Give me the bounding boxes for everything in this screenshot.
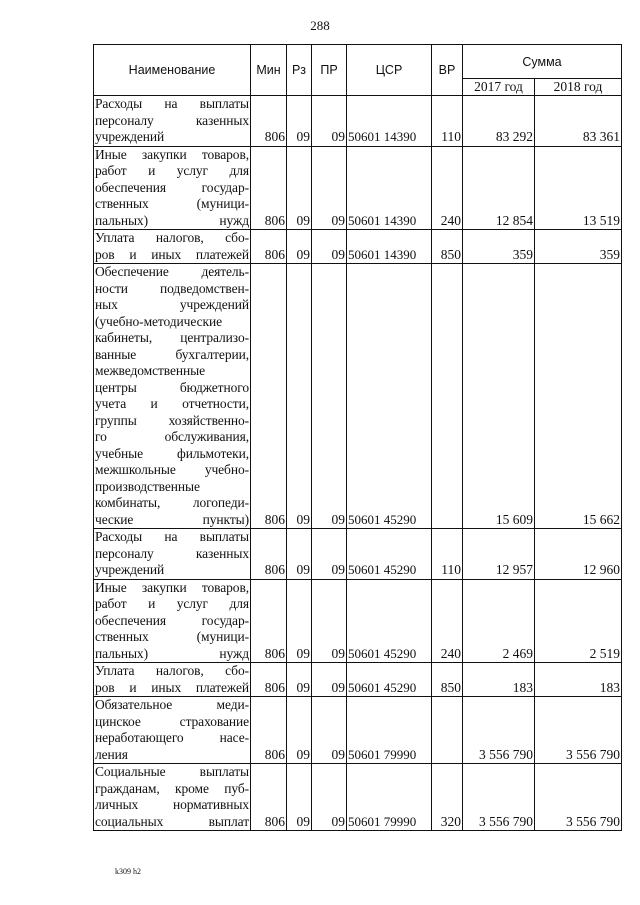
header-pr: ПР (312, 45, 347, 96)
cell-s2017: 359 (463, 230, 535, 264)
cell-pr: 09 (312, 697, 347, 764)
name-line: ров и иных платежей (95, 679, 249, 695)
cell-pr: 09 (312, 663, 347, 697)
cell-s2018: 15 662 (535, 264, 622, 529)
cell-min: 806 (251, 697, 287, 764)
name-line: ственных (муници- (95, 629, 249, 644)
name-line: неработающего насе- (95, 730, 249, 745)
cell-pr: 09 (312, 264, 347, 529)
cell-csr: 50601 14390 (347, 96, 432, 147)
cell-s2018: 12 960 (535, 529, 622, 580)
cell-name (94, 230, 251, 264)
name-line: Уплата налогов, сбо- (95, 230, 249, 245)
table-row (94, 230, 622, 264)
cell-rz: 09 (287, 697, 312, 764)
cell-vr: 110 (432, 529, 463, 580)
name-line: центры бюджетного (95, 379, 249, 395)
cell-name (94, 264, 251, 529)
cell-rz: 09 (287, 146, 312, 230)
cell-pr: 09 (312, 146, 347, 230)
name-line: ных учреждений (95, 297, 249, 312)
cell-name (94, 146, 251, 230)
budget-table (93, 44, 622, 831)
table-row (94, 697, 622, 764)
name-line: Иные закупки товаров, (95, 146, 249, 162)
cell-rz: 09 (287, 579, 312, 663)
table-row (94, 264, 622, 529)
cell-vr: 240 (432, 146, 463, 230)
cell-s2017: 2 469 (463, 579, 535, 663)
name-line: Социальные выплаты (95, 764, 249, 779)
name-line: пальных) нужд (95, 212, 249, 228)
cell-name (94, 764, 251, 831)
cell-name (94, 529, 251, 580)
cell-name (94, 697, 251, 764)
name-line: го обслуживания, (95, 429, 249, 444)
cell-vr (432, 697, 463, 764)
name-line: пальных) нужд (95, 645, 249, 661)
table-row (94, 96, 622, 147)
cell-min: 806 (251, 663, 287, 697)
name-line: Обеспечение деятель- (95, 264, 249, 279)
name-line: ческие пункты) (95, 511, 249, 527)
cell-name (94, 663, 251, 697)
cell-pr: 09 (312, 96, 347, 147)
cell-pr: 09 (312, 764, 347, 831)
cell-vr: 240 (432, 579, 463, 663)
header-min: Мин (251, 45, 287, 96)
cell-vr: 850 (432, 230, 463, 264)
cell-min: 806 (251, 96, 287, 147)
table-row (94, 579, 622, 663)
cell-min: 806 (251, 529, 287, 580)
cell-pr: 09 (312, 579, 347, 663)
cell-s2018: 2 519 (535, 579, 622, 663)
name-line: работ и услуг для (95, 596, 249, 611)
cell-pr: 09 (312, 529, 347, 580)
page-number: 288 (310, 18, 330, 33)
cell-csr: 50601 14390 (347, 230, 432, 264)
name-line: ления (95, 746, 128, 762)
cell-vr (432, 264, 463, 529)
name-line: межшкольные учебно- (95, 462, 249, 477)
table-row (94, 529, 622, 580)
name-line: комбинаты, логопеди- (95, 495, 249, 510)
name-line: Обязательное меди- (95, 697, 249, 712)
cell-vr: 850 (432, 663, 463, 697)
cell-rz: 09 (287, 663, 312, 697)
name-line: Иные закупки товаров, (95, 579, 249, 595)
name-line: обеспечения государ- (95, 179, 249, 195)
cell-csr: 50601 79990 (347, 764, 432, 831)
name-line: Расходы на выплаты (95, 529, 249, 544)
table-row (94, 663, 622, 697)
cell-rz: 09 (287, 529, 312, 580)
cell-min: 806 (251, 764, 287, 831)
cell-min: 806 (251, 230, 287, 264)
header-year-2018: 2018 год (535, 79, 622, 96)
cell-s2017: 12 957 (463, 529, 535, 580)
name-line: Уплата налогов, сбо- (95, 663, 249, 678)
cell-min: 806 (251, 264, 287, 529)
table-row (94, 146, 622, 230)
header-vr: ВР (432, 45, 463, 96)
cell-s2018: 3 556 790 (535, 697, 622, 764)
cell-s2018: 3 556 790 (535, 764, 622, 831)
cell-vr: 320 (432, 764, 463, 831)
cell-rz: 09 (287, 764, 312, 831)
name-line: персоналу казенных (95, 112, 249, 128)
cell-csr: 50601 45290 (347, 529, 432, 580)
cell-s2017: 83 292 (463, 96, 535, 147)
cell-rz: 09 (287, 230, 312, 264)
name-line: работ и услуг для (95, 163, 249, 178)
cell-s2017: 3 556 790 (463, 697, 535, 764)
cell-pr: 09 (312, 230, 347, 264)
footer-code: k309 h2 (115, 867, 141, 876)
name-line: (учебно-методические (95, 313, 222, 329)
cell-s2018: 359 (535, 230, 622, 264)
cell-name (94, 579, 251, 663)
cell-rz: 09 (287, 264, 312, 529)
name-line: ров и иных платежей (95, 246, 249, 262)
cell-s2017: 12 854 (463, 146, 535, 230)
cell-csr: 50601 14390 (347, 146, 432, 230)
cell-min: 806 (251, 146, 287, 230)
name-line: гражданам, кроме пуб- (95, 780, 249, 796)
cell-s2018: 183 (535, 663, 622, 697)
name-line: ственных (муници- (95, 196, 249, 211)
cell-s2017: 15 609 (463, 264, 535, 529)
cell-s2017: 3 556 790 (463, 764, 535, 831)
cell-csr: 50601 45290 (347, 264, 432, 529)
name-line: производственные (95, 478, 200, 494)
cell-vr: 110 (432, 96, 463, 147)
name-line: кабинеты, централизо- (95, 330, 249, 345)
cell-rz: 09 (287, 96, 312, 147)
name-line: учреждений (95, 129, 165, 144)
table-body (94, 96, 622, 831)
cell-csr: 50601 79990 (347, 697, 432, 764)
cell-s2018: 83 361 (535, 96, 622, 147)
cell-csr: 50601 45290 (347, 663, 432, 697)
name-line: обеспечения государ- (95, 612, 249, 628)
header-name: Наименование (94, 45, 251, 96)
name-line: социальных выплат (95, 813, 249, 829)
cell-min: 806 (251, 579, 287, 663)
name-line: группы хозяйственно- (95, 412, 249, 428)
header-csr: ЦСР (347, 45, 432, 96)
name-line: учреждений (95, 562, 165, 577)
name-line: межведомственные (95, 363, 205, 378)
header-year-2017: 2017 год (463, 79, 535, 96)
name-line: личных нормативных (95, 797, 249, 812)
cell-s2018: 13 519 (535, 146, 622, 230)
name-line: цинское страхование (95, 713, 249, 729)
name-line: ванные бухгалтерии, (95, 346, 249, 362)
cell-name (94, 96, 251, 147)
header-rz: Рз (287, 45, 312, 96)
name-line: учебные фильмотеки, (95, 445, 249, 461)
cell-s2017: 183 (463, 663, 535, 697)
name-line: ности подведомствен- (95, 280, 249, 296)
name-line: Расходы на выплаты (95, 96, 249, 111)
table-row (94, 764, 622, 831)
name-line: персоналу казенных (95, 545, 249, 561)
name-line: учета и отчетности, (95, 396, 249, 411)
cell-csr: 50601 45290 (347, 579, 432, 663)
header-sum: Сумма (463, 45, 622, 79)
